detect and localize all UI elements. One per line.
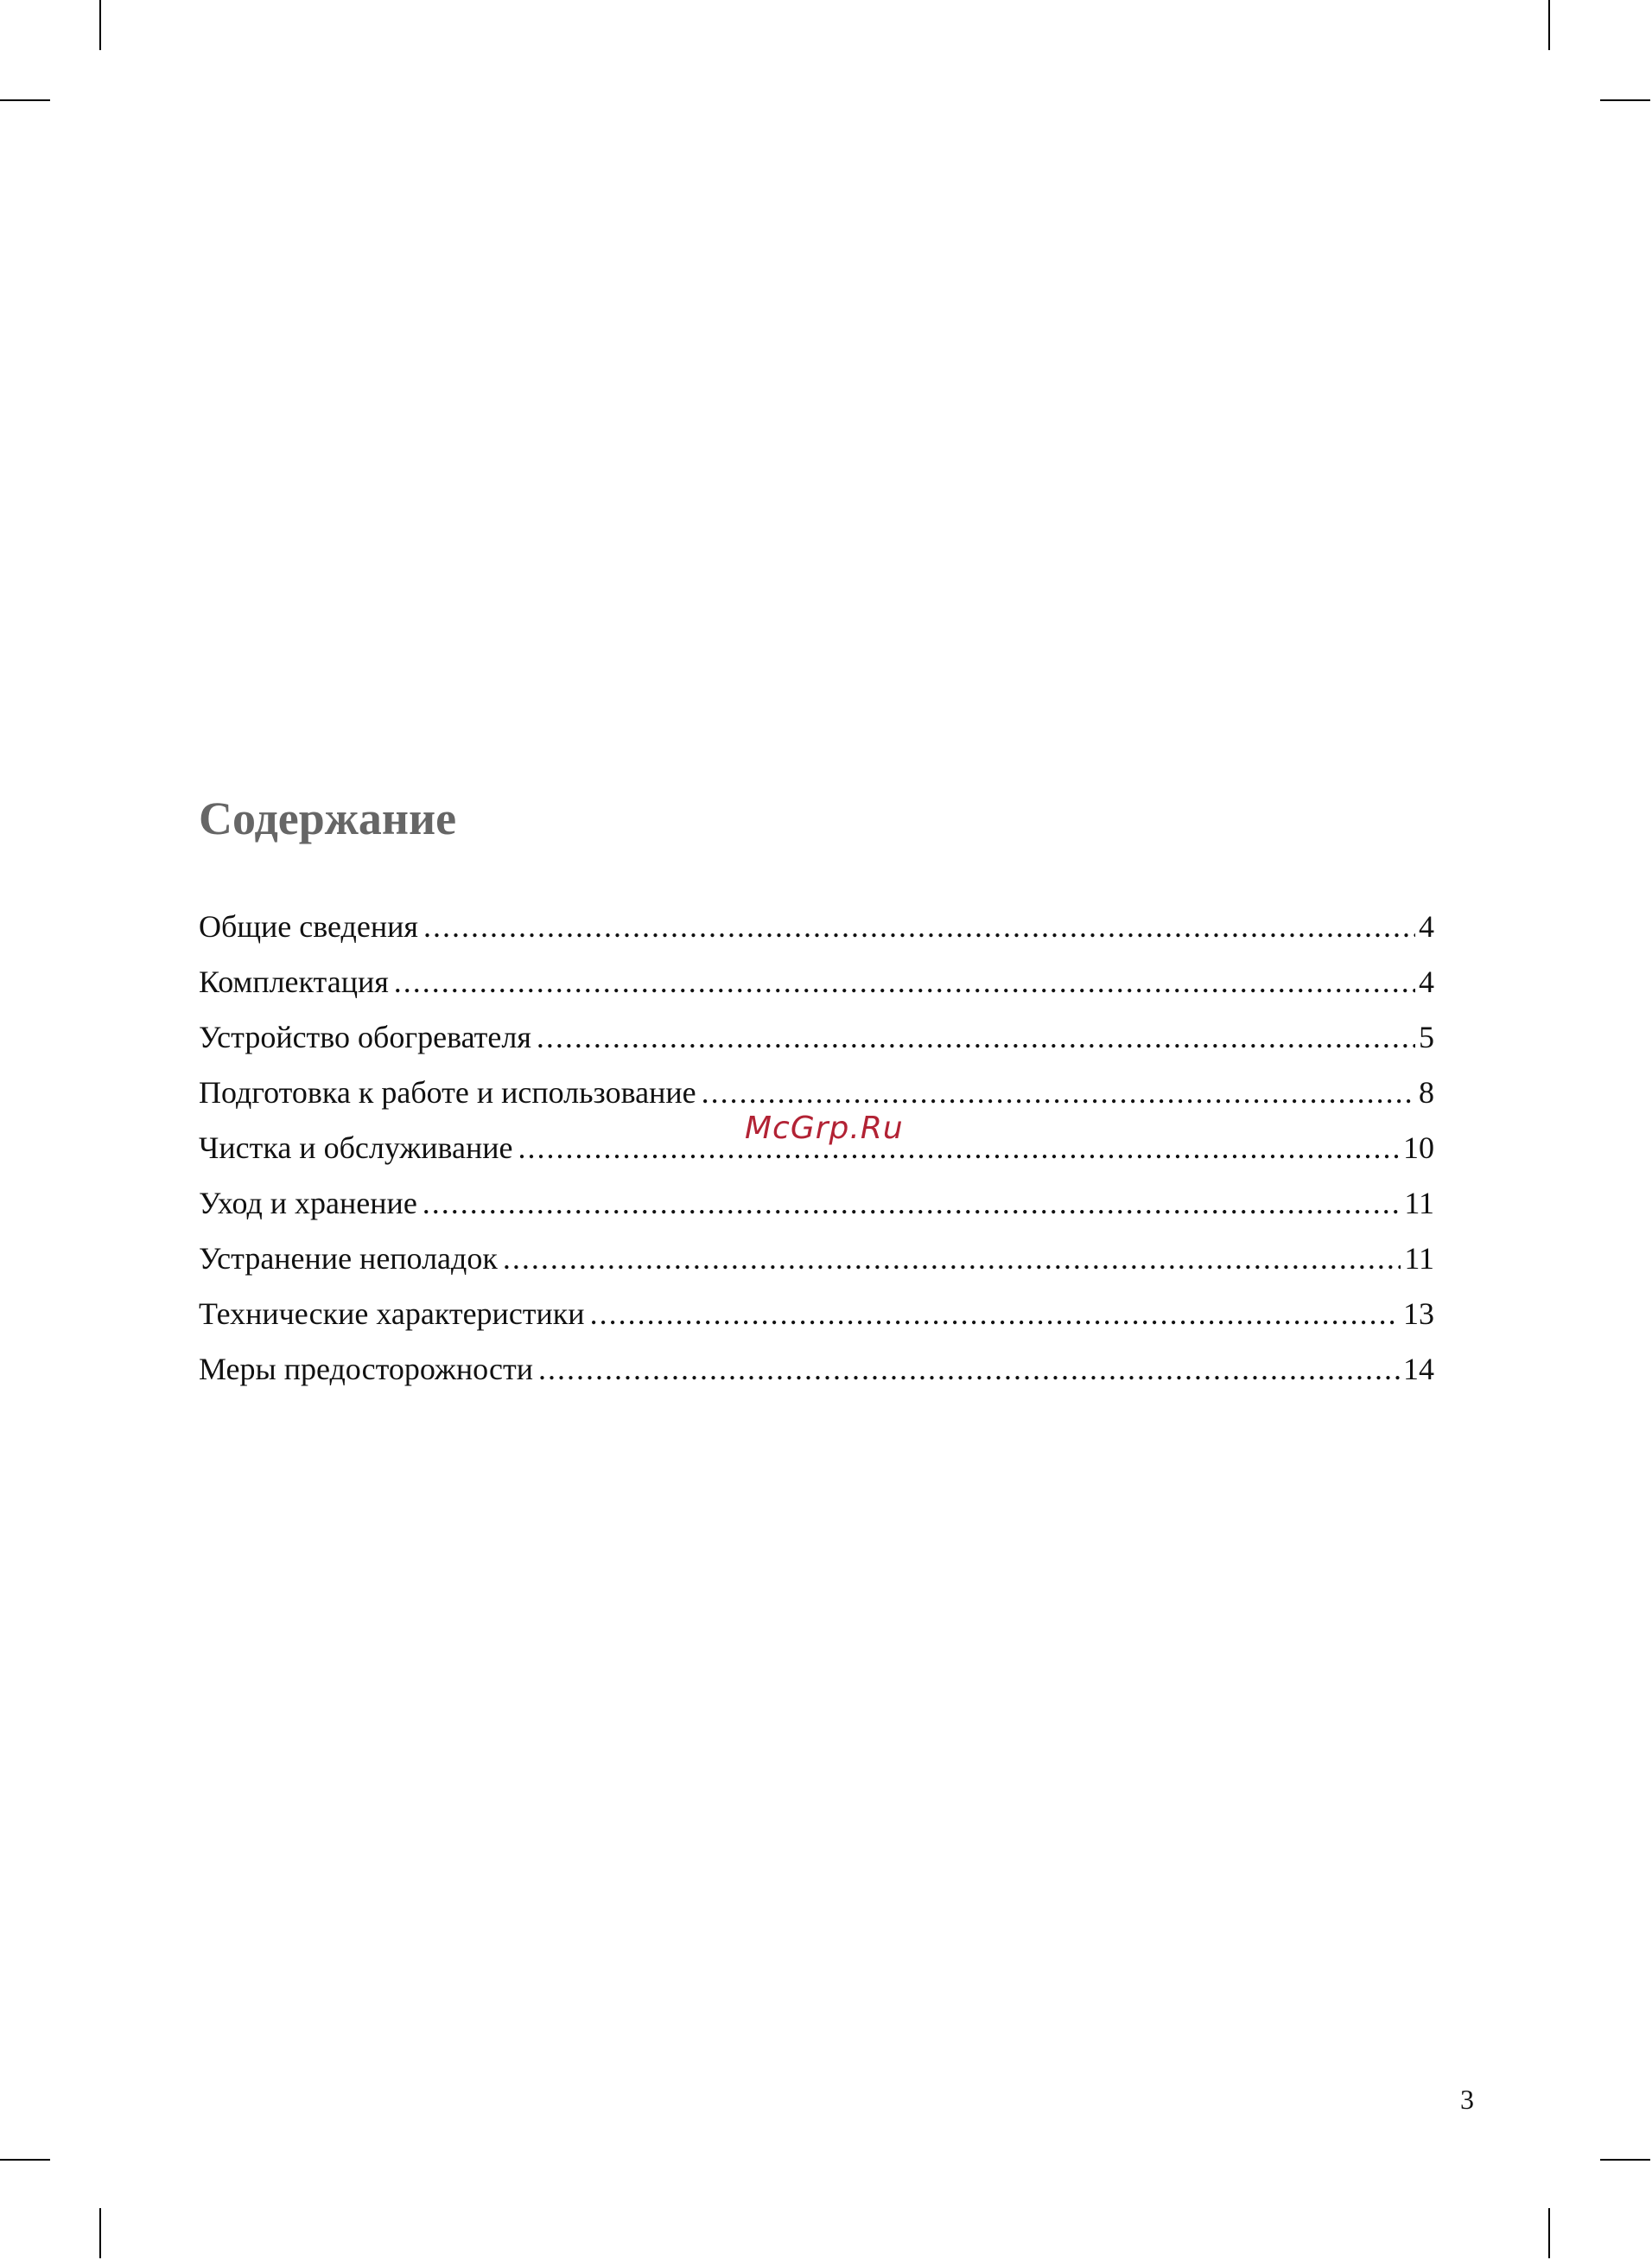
toc-dot-leader <box>590 1286 1400 1341</box>
crop-mark-top-left-vertical <box>99 0 101 50</box>
crop-mark-bottom-right-horizontal <box>1600 2159 1650 2161</box>
crop-mark-top-right-vertical <box>1548 0 1550 50</box>
toc-entry-specifications[interactable] <box>199 1286 1434 1341</box>
crop-mark-bottom-right-vertical <box>1548 2208 1550 2258</box>
toc-dot-leader <box>423 899 1415 954</box>
toc-entry-troubleshooting[interactable] <box>199 1231 1434 1286</box>
toc-entry-label: Устройство обогревателя <box>199 1020 531 1054</box>
toc-entry-label: Меры предосторожности <box>199 1352 534 1386</box>
toc-entry-package-contents[interactable] <box>199 954 1434 1009</box>
toc-entry-page: 5 <box>1419 1020 1434 1054</box>
toc-entry-label: Чистка и обслуживание <box>199 1130 513 1165</box>
toc-entry-page: 11 <box>1404 1186 1434 1220</box>
toc-entry-safety-precautions[interactable] <box>199 1341 1434 1397</box>
toc-dot-leader <box>394 954 1415 1009</box>
toc-entry-general-info[interactable] <box>199 899 1434 954</box>
toc-entry-page: 10 <box>1403 1130 1434 1165</box>
toc-dot-leader <box>537 1009 1415 1065</box>
toc-entry-page: 14 <box>1403 1352 1434 1386</box>
toc-entry-page: 13 <box>1403 1296 1434 1331</box>
crop-mark-bottom-left-vertical <box>99 2208 101 2258</box>
toc-entry-label: Уход и хранение <box>199 1186 417 1220</box>
toc-entry-page: 4 <box>1419 909 1434 944</box>
toc-entry-page: 11 <box>1404 1241 1434 1276</box>
page-title: Содержание <box>199 793 457 844</box>
toc-dot-leader <box>503 1231 1401 1286</box>
crop-mark-top-right-horizontal <box>1600 99 1650 101</box>
toc-dot-leader <box>518 1120 1401 1175</box>
toc-entry-label: Подготовка к работе и использование <box>199 1075 696 1110</box>
toc-entry-label: Устранение неполадок <box>199 1241 498 1276</box>
toc-dot-leader <box>423 1175 1401 1231</box>
watermark: McGrp.Ru <box>745 1111 904 1146</box>
toc-entry-label: Общие сведения <box>199 909 418 944</box>
toc-entry-care-and-storage[interactable] <box>199 1175 1434 1231</box>
toc-entry-label: Технические характеристики <box>199 1296 585 1331</box>
toc-entry-label: Комплектация <box>199 964 389 999</box>
toc-entry-page: 4 <box>1419 964 1434 999</box>
toc-entry-page: 8 <box>1419 1075 1434 1110</box>
page-number: 3 <box>1460 2084 1474 2115</box>
toc-dot-leader <box>538 1341 1400 1397</box>
crop-mark-top-left-horizontal <box>0 99 50 101</box>
crop-mark-bottom-left-horizontal <box>0 2159 50 2161</box>
toc-entry-heater-design[interactable] <box>199 1009 1434 1065</box>
